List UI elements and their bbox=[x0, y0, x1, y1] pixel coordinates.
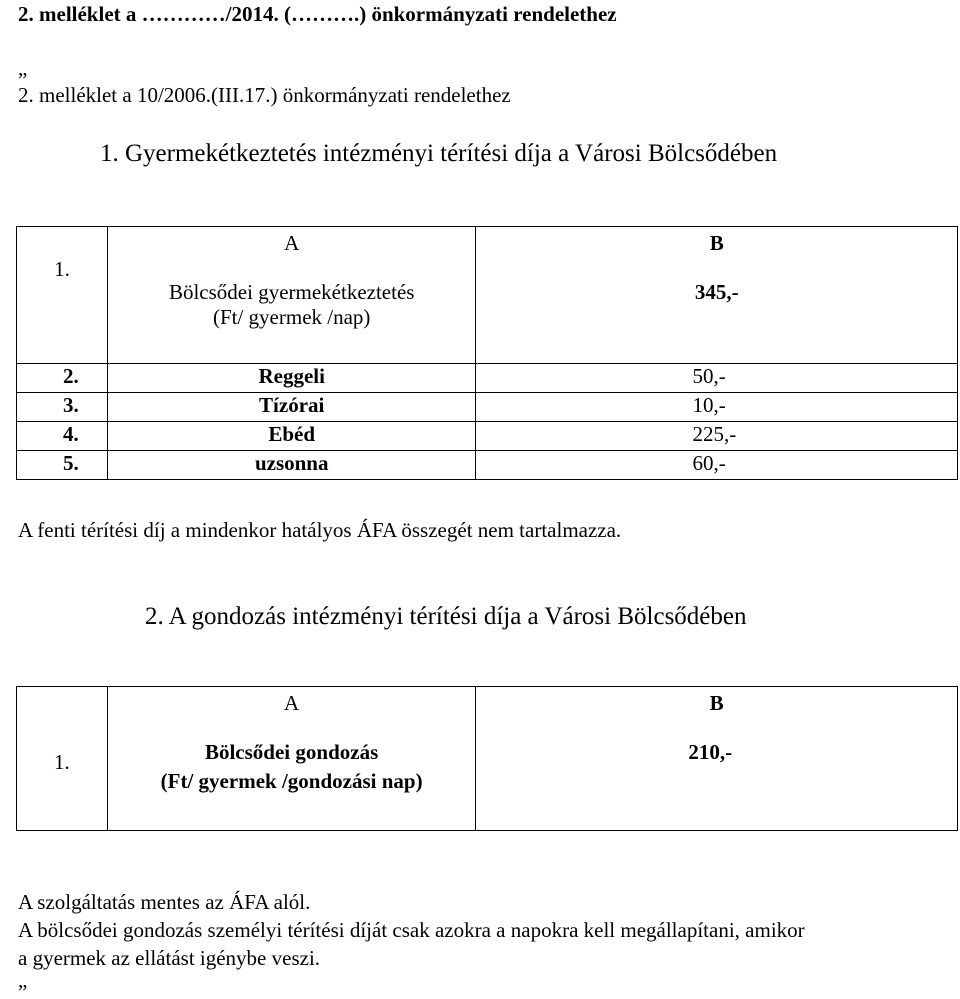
table-row bbox=[17, 364, 958, 393]
row-number: 4. bbox=[63, 422, 79, 446]
row-label: Tízórai bbox=[107, 393, 476, 422]
fee-rule-note-line1: A bölcsődei gondozás személyi térítési díját csak azokra a napokra kell megállapítani, amikor bbox=[18, 918, 805, 942]
row-number: 1. bbox=[54, 257, 70, 281]
row-number: 3. bbox=[63, 393, 79, 417]
table-row bbox=[17, 393, 958, 422]
main-row-label-line1: Bölcsődei gyermekétkeztetés bbox=[168, 280, 415, 304]
meal-fee-table bbox=[16, 226, 958, 480]
row-value: 50,- bbox=[692, 364, 726, 388]
row-value: 225,- bbox=[692, 422, 737, 446]
column-header-b: B bbox=[709, 691, 724, 715]
care-fee-table bbox=[16, 686, 958, 831]
care-row-label-line2: (Ft/ gyermek /gondozási nap) bbox=[160, 769, 423, 793]
table-row bbox=[17, 227, 958, 364]
row-label: Ebéd bbox=[107, 422, 476, 451]
column-header-b: B bbox=[709, 231, 724, 255]
row-number: 5. bbox=[63, 451, 79, 475]
vat-note: A fenti térítési díj a mindenkor hatályos ÁFA összegét nem tartalmazza. bbox=[18, 518, 622, 542]
opening-quote: „ bbox=[18, 56, 28, 80]
row-label: Reggeli bbox=[107, 364, 476, 393]
table-row bbox=[17, 422, 958, 451]
row-number: 2. bbox=[63, 364, 79, 388]
care-row-label-line1: Bölcsődei gondozás bbox=[204, 740, 379, 764]
row-number: 1. bbox=[54, 750, 70, 774]
document-subtitle: 2. melléklet a 10/2006.(III.17.) önkormányzati rendelethez bbox=[18, 83, 511, 107]
row-value: 10,- bbox=[692, 393, 726, 417]
column-header-a: A bbox=[284, 691, 300, 715]
section1-title: 1. Gyermekétkeztetés intézményi térítési díja a Városi Bölcsődében bbox=[100, 140, 778, 167]
care-row-value: 210,- bbox=[688, 740, 733, 764]
document-header: 2. melléklet a …………/2014. (……….) önkormányzati rendelethez bbox=[18, 2, 617, 26]
table-row bbox=[17, 451, 958, 480]
main-row-value: 345,- bbox=[694, 280, 739, 304]
closing-quote: „ bbox=[18, 968, 28, 992]
vat-exempt-note: A szolgáltatás mentes az ÁFA alól. bbox=[18, 890, 311, 914]
row-label: uzsonna bbox=[107, 451, 476, 480]
fee-rule-note-line2: a gyermek az ellátást igénybe veszi. bbox=[18, 946, 321, 970]
table-row bbox=[17, 687, 958, 831]
row-value: 60,- bbox=[692, 451, 726, 475]
main-row-label-line2: (Ft/ gyermek /nap) bbox=[212, 305, 371, 329]
section2-title: 2. A gondozás intézményi térítési díja a Városi Bölcsődében bbox=[145, 603, 747, 630]
column-header-a: A bbox=[284, 231, 300, 255]
